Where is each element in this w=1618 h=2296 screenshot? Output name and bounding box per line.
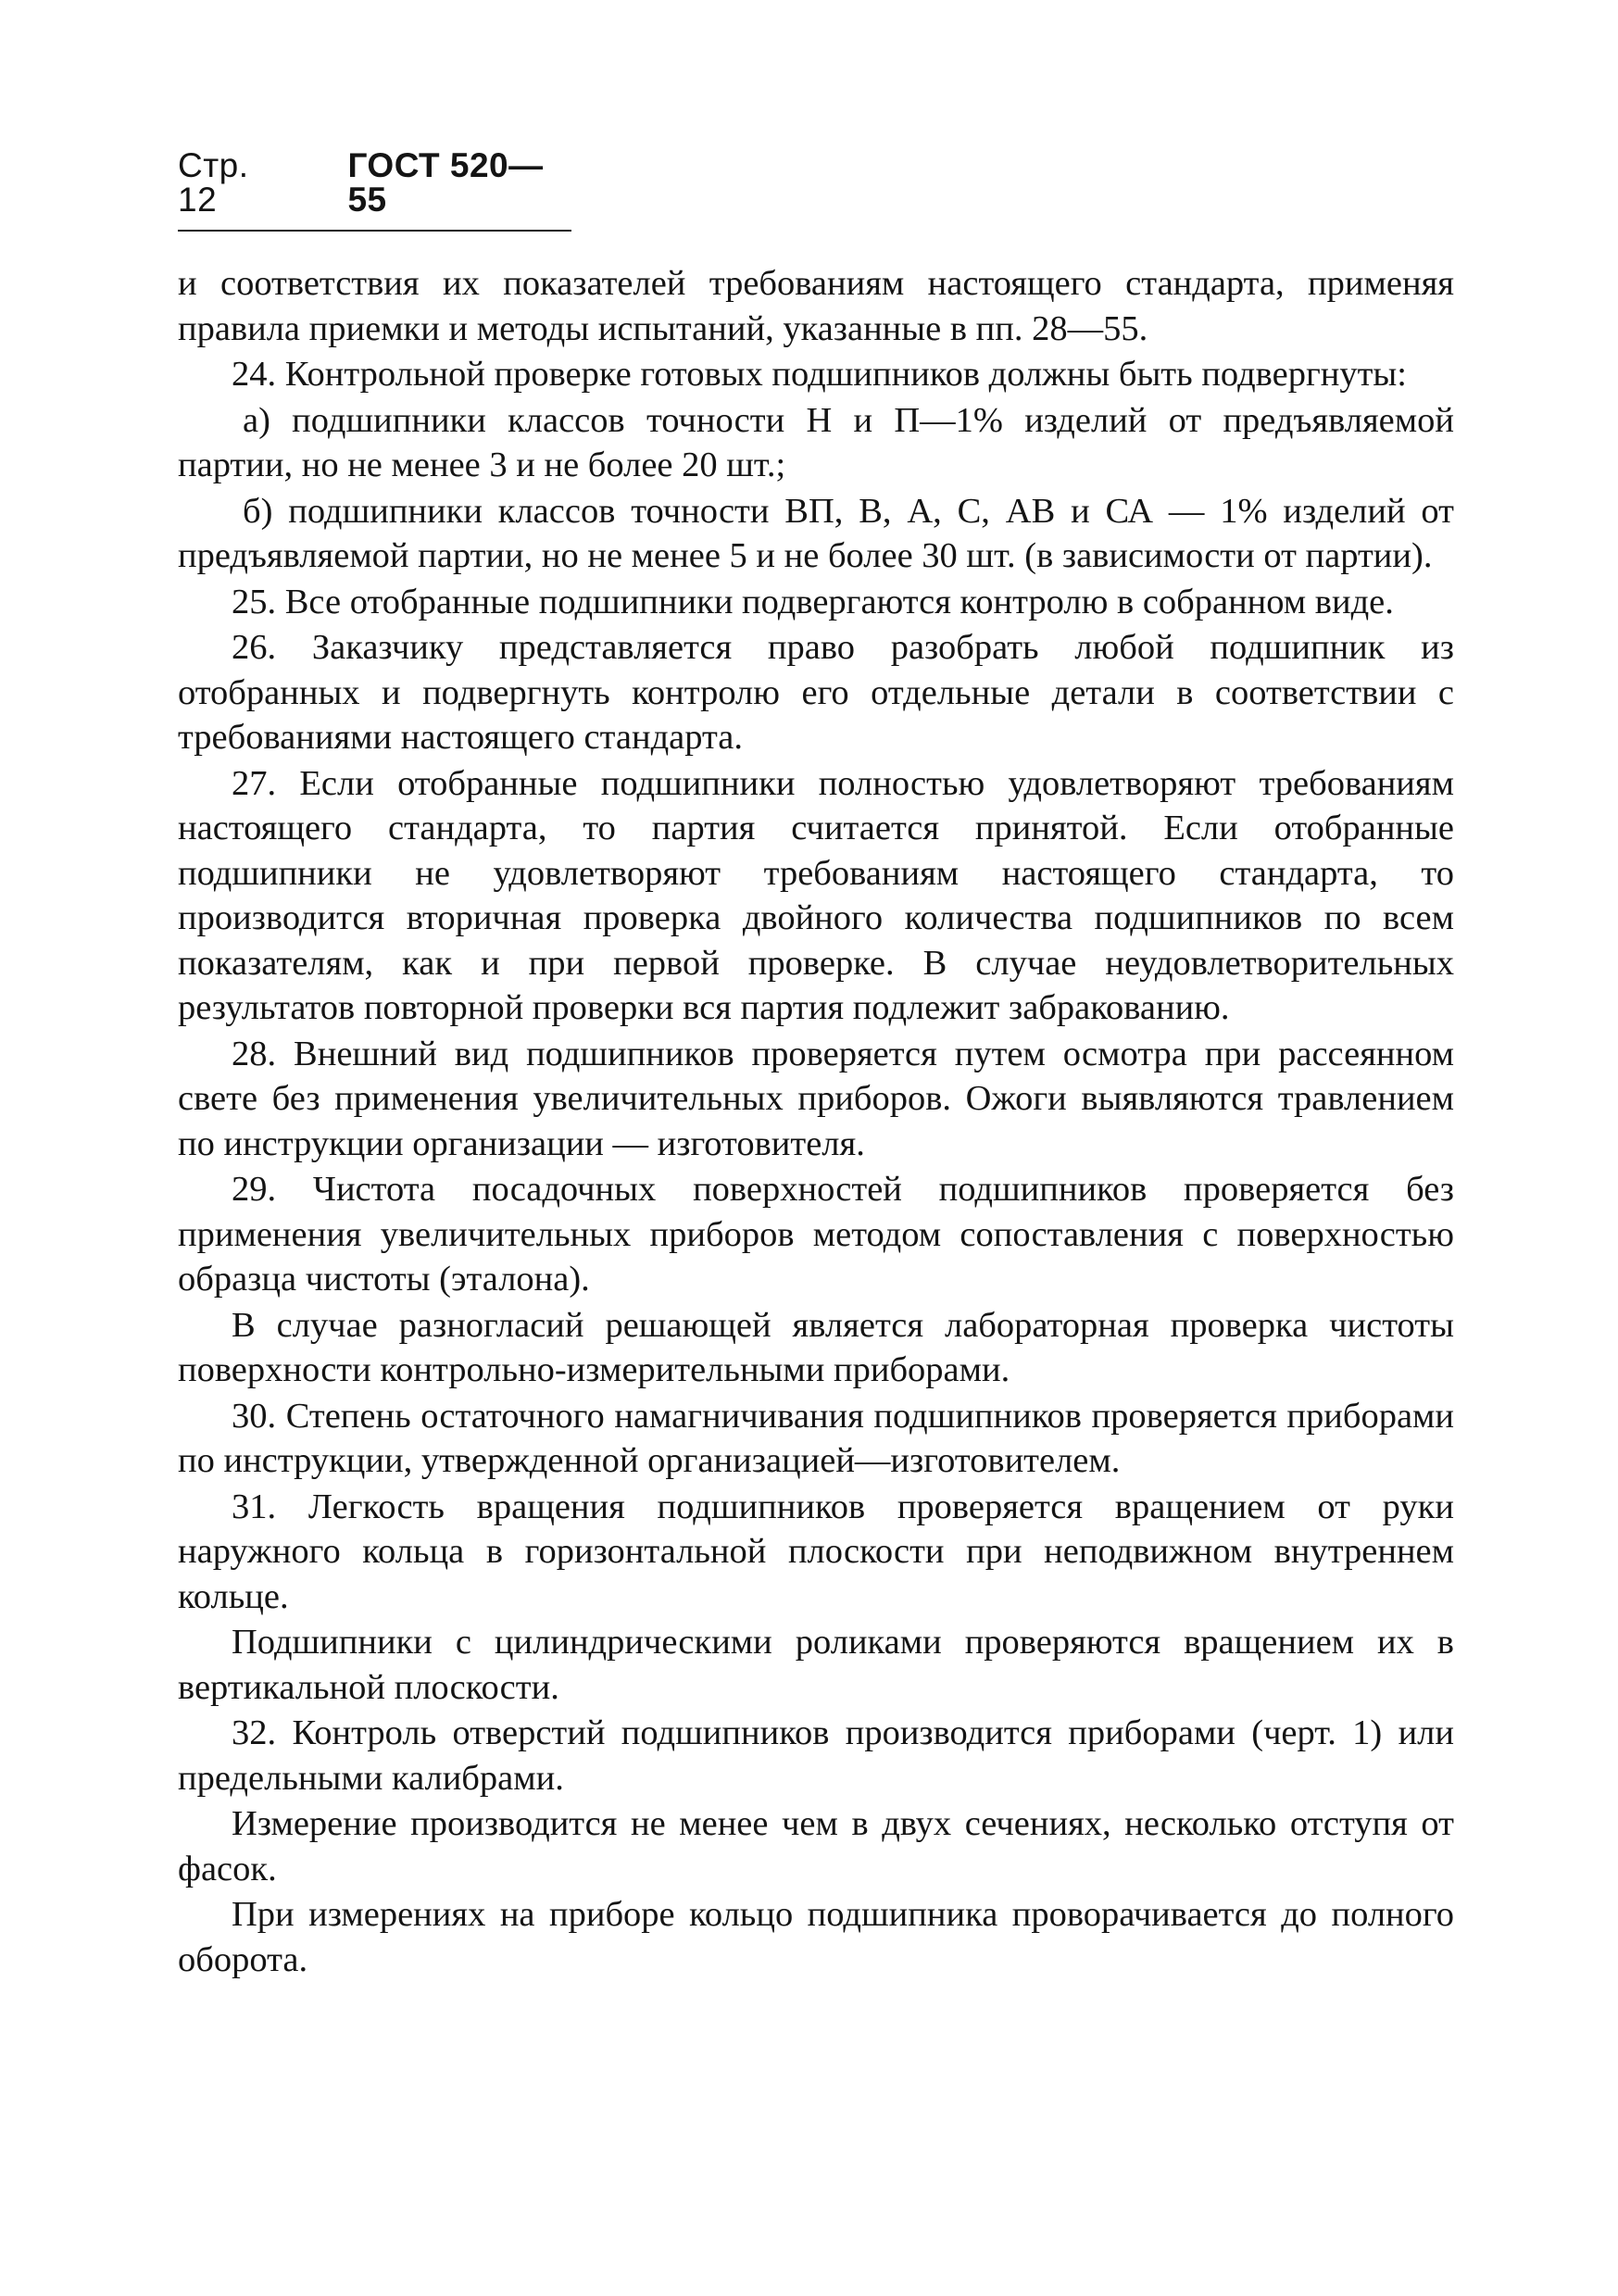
document-body bbox=[178, 261, 1454, 1982]
clause-32-note-1: Измерение производится не менее чем в двух сечениях, несколько отступя от фасок. bbox=[178, 1804, 1454, 1888]
clause-32: 32. Контроль отверстий подшипников производится приборами (черт. 1) или предельными калибрами. bbox=[178, 1713, 1454, 1798]
clause-31-note: Подшипники с цилиндрическими роликами проверяются вращением их в вертикальной плоскости. bbox=[178, 1623, 1454, 1707]
page-number-label: Стр. 12 bbox=[178, 146, 249, 219]
clause-32-note-2: При измерениях на приборе кольцо подшипника проворачивается до полного оборота. bbox=[178, 1895, 1454, 1979]
clause-30: 30. Степень остаточного намагничивания подшипников проверяется приборами по инструкции, утвержденной организацией—изготовителем. bbox=[178, 1396, 1454, 1480]
clause-28: 28. Внешний вид подшипников проверяется путем осмотра при рассеянном свете без применения увеличительных приборов. Ожоги выявляются травлением по инструкции организации — изготовителя. bbox=[178, 1034, 1454, 1163]
running-header bbox=[178, 148, 571, 232]
document-page bbox=[178, 148, 1454, 1983]
clause-27: 27. Если отобранные подшипники полностью удовлетворяют требованиям настоящего стандарта, то партия считается принятой. Если отобранные подшипники не удовлетворяют требованиям настоящего стандарта, то производится вторичная проверка двойного количества подшипников по всем показателям, как и при первой проверке. В случае неудовлетворительных результатов повторной проверки вся партия подлежит забракованию. bbox=[178, 763, 1454, 1027]
clause-24-item-b: б) подшипники классов точности ВП, В, А, С, АВ и СА — 1% изделий от предъявляемой партии, но не менее 5 и не более 30 шт. (в зависимости от партии). bbox=[178, 491, 1454, 575]
clause-24-item-a: а) подшипники классов точности Н и П—1% изделий от предъявляемой партии, но не менее 3 и не более 20 шт.; bbox=[178, 400, 1454, 484]
standard-designation: ГОСТ 520—55 bbox=[347, 146, 544, 219]
clause-29: 29. Чистота посадочных поверхностей подшипников проверяется без применения увеличительных приборов методом сопоставления с поверхностью образца чистоты (эталона). bbox=[178, 1170, 1454, 1299]
clause-26: 26. Заказчику представляется право разобрать любой подшипник из отобранных и подвергнуть контролю его отдельные детали в соответствии с требованиями настоящего стандарта. bbox=[178, 628, 1454, 757]
clause-24: 24. Контрольной проверке готовых подшипников должны быть подвергнуты: bbox=[232, 355, 1407, 394]
paragraph-continuation: и соответствия их показателей требованиям настоящего стандарта, применяя правила приемки и методы испытаний, указанные в пп. 28—55. bbox=[178, 264, 1454, 348]
clause-31: 31. Легкость вращения подшипников проверяется вращением от руки наружного кольца в горизонтальной плоскости при неподвижном внутреннем кольце. bbox=[178, 1487, 1454, 1616]
clause-29-note: В случае разногласий решающей является лабораторная проверка чистоты поверхности контрольно-измерительными приборами. bbox=[178, 1305, 1454, 1389]
clause-25: 25. Все отобранные подшипники подвергаются контролю в собранном виде. bbox=[232, 582, 1394, 621]
